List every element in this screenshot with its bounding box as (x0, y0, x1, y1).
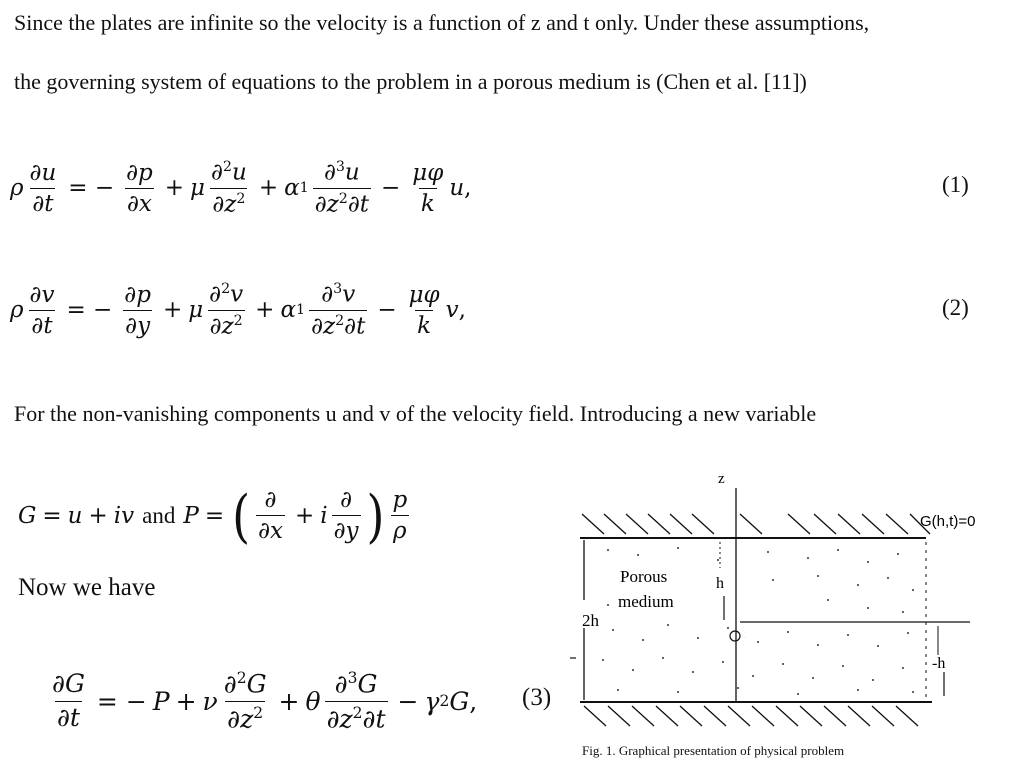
bottom-wall-hatching (584, 706, 918, 726)
now-we-have: Now we have (18, 574, 156, 601)
equation-2: ρ $\frac{\partial v}{\partial t}$ = − $\frac{\partial p}{\partial y}$ + μ $\frac{\partial^2v}{\partial z^2}$ + α 1 $\frac{\partial^3v}{\partial z^2\partial t}$ − $\frac{\mu\varphi}{k}$ v , (10, 281, 466, 340)
equation-3-number: (3) (522, 684, 552, 711)
neg-h-label: -h (932, 655, 946, 672)
origin-label: O (744, 638, 745, 639)
origin-marker (730, 631, 740, 641)
equation-3: $\frac{\partial G}{\partial t}$ = − P + ν $\frac{\partial^2G}{\partial z^2}$ + θ $\frac{\partial^3G}{\partial z^2\partial t}$ − γ 2 G , (52, 669, 478, 733)
definition-g-p: G = u + iv and P = ( $\frac{\partial}{\partial x}$ + i $\frac{\partial}{\partial y}$ ) $\frac{p}{\rho}$ (18, 481, 408, 550)
and-word: and (142, 502, 176, 528)
top-boundary-condition: G(h,t)=0 (920, 513, 976, 530)
physical-problem-figure (568, 450, 1008, 740)
equation-2-number: (2) (942, 295, 969, 320)
equation-1-number: (1) (942, 172, 969, 197)
2h-label: 2h (582, 611, 599, 630)
paragraph-3: For the non-vanishing components u and v of the velocity field. Introducing a new variable (14, 401, 817, 426)
porous-label-line1: Porous (620, 567, 668, 586)
equation-1: ρ $\frac{\partial u}{\partial t}$ = − $\frac{\partial p}{\partial x}$ + μ $\frac{\partial^2u}{\partial z^2}$ + α 1 $\frac{\partial^3u}{\partial z^2\partial t}$ − $\frac{\mu\varphi}{k}$ u , (10, 159, 472, 218)
paragraph-line-2: the governing system of equations to the problem in a porous medium is (Chen et al. [11]) (14, 69, 807, 94)
top-wall-hatching (582, 514, 930, 534)
h-label: h (716, 575, 724, 592)
paragraph-line-1: Since the plates are infinite so the velocity is a function of z and t only. Under these assumptions, (14, 10, 870, 35)
porous-label-line2: medium (618, 592, 674, 611)
z-axis-label: z (718, 471, 725, 487)
figure-caption: Fig. 1. Graphical presentation of physical problem (582, 743, 845, 758)
